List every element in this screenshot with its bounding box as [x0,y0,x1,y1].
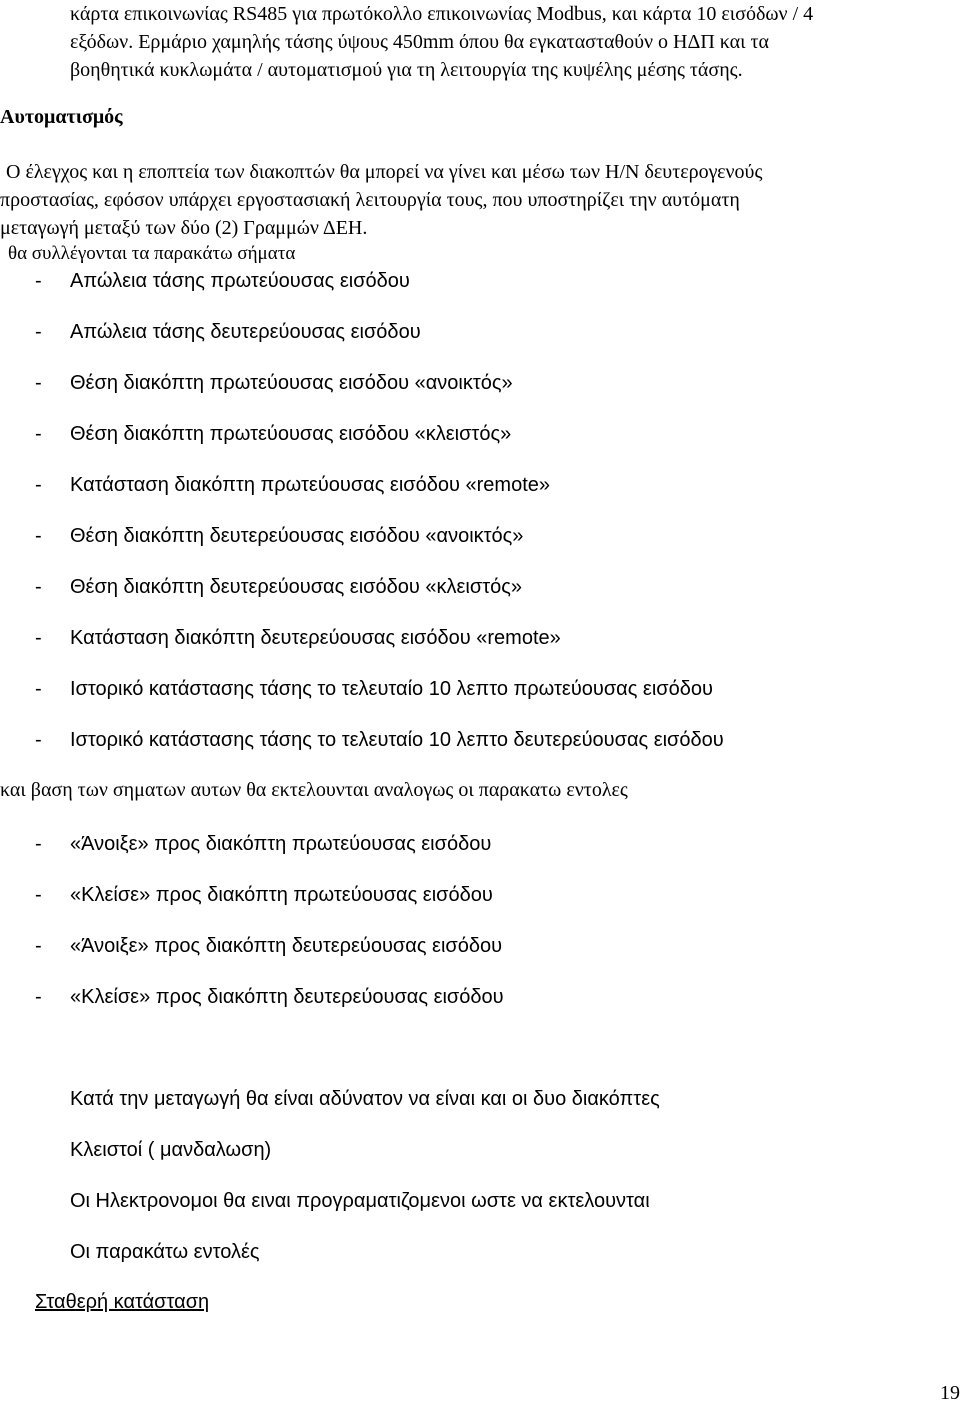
signal-text: Ιστορικό κατάστασης τάσης το τελευταίο 10 λεπτο πρωτεύουσας εισόδου [70,678,713,700]
signal-text: Απώλεια τάσης δευτερεύουσας εισόδου [70,321,421,343]
note-line: Κλειστοί ( μανδαλωση) [70,1139,272,1161]
command-text: «Κλείσε» προς διακόπτη πρωτεύουσας εισόδου [70,884,493,906]
intro-line: κάρτα επικοινωνίας RS485 για πρωτόκολλο επικοινωνίας Modbus, και κάρτα 10 εισόδων / 4 [70,3,814,25]
list-item [35,729,724,752]
list-item [35,935,502,958]
signal-text: Απώλεια τάσης πρωτεύουσας εισόδου [70,270,410,292]
paragraph-line: Ο έλεγχος και η εποπτεία των διακοπτών θα μπορεί να γίνει και μέσω των Η/Ν δευτερογενούς [6,161,763,183]
list-item [35,833,491,856]
list-item [35,576,522,599]
bullet-dash: - [35,678,42,700]
bullet-dash: - [35,935,42,957]
paragraph-line: μεταγωγή μεταξύ των δύο (2) Γραμμών ΔΕΗ. [0,217,368,239]
intro-line: εξόδων. Ερμάριο χαμηλής τάσης ύψους 450mm όπου θα εγκατασταθούν ο ΗΔΠ και τα [70,31,770,53]
bullet-dash: - [35,729,42,751]
signal-text: Ιστορικό κατάστασης τάσης το τελευταίο 10 λεπτο δευτερεύουσας εισόδου [70,729,724,751]
intro-line: βοηθητικά κυκλωμάτα / αυτοματισμού για τη λειτουργία της κυψέλης μέσης τάσης. [70,59,743,81]
signal-text: Θέση διακόπτη πρωτεύουσας εισόδου «κλειστός» [70,423,512,445]
bullet-dash: - [35,423,42,445]
command-text: «Άνοιξε» προς διακόπτη δευτερεύουσας εισόδου [70,935,503,957]
bullet-dash: - [35,525,42,547]
signal-text: Κατάσταση διακόπτη πρωτεύουσας εισόδου «remote» [70,474,550,496]
bullet-dash: - [35,884,42,906]
list-item [35,423,511,446]
list-item [35,321,421,344]
bullet-dash: - [35,474,42,496]
note-line: Κατά την μεταγωγή θα είναι αδύνατον να είναι και οι δυο διακόπτες [70,1088,660,1110]
note-line: Οι παρακάτω εντολές [70,1241,260,1263]
list-item [35,884,493,907]
intro-paragraph [70,0,813,84]
section-heading: Αυτοματισμός [0,106,123,128]
bullet-dash: - [35,372,42,394]
paragraph-line: προστασίας, εφόσον υπάρχει εργοστασιακή λειτουργία τους, που υποστηρίζει την αυτόματη [0,189,740,211]
bullet-dash: - [35,321,42,343]
page-number: 19 [940,1382,960,1404]
signal-text: Κατάσταση διακόπτη δευτερεύουσας εισόδου «remote» [70,627,561,649]
signal-text: Θέση διακόπτη δευτερεύουσας εισόδου «ανοικτός» [70,525,524,547]
list-item [35,627,561,650]
list-item [35,474,550,497]
list-item [35,678,713,701]
automation-paragraph [0,158,762,242]
list-item [35,525,523,548]
bullet-dash: - [35,833,42,855]
bullet-dash: - [35,986,42,1008]
list-item [35,270,410,293]
signals-intro: θα συλλέγονται τα παρακάτω σήματα [8,243,296,264]
command-text: «Άνοιξε» προς διακόπτη πρωτεύουσας εισόδου [70,833,492,855]
fixed-state-heading: Σταθερή κατάσταση [35,1291,210,1313]
signal-text: Θέση διακόπτη πρωτεύουσας εισόδου «ανοικτός» [70,372,513,394]
bullet-dash: - [35,627,42,649]
list-item [35,372,513,395]
signal-text: Θέση διακόπτη δευτερεύουσας εισόδου «κλειστός» [70,576,522,598]
command-text: «Κλείσε» προς διακόπτη δευτερεύουσας εισόδου [70,986,504,1008]
list-item [35,986,504,1009]
note-line: Οι Ηλεκτρονομοι θα ειναι προγραματιζομενοι ωστε να εκτελουνται [70,1190,650,1212]
commands-intro: και βαση των σηματων αυτων θα εκτελουνται αναλογως οι παρακατω εντολες [0,779,628,801]
bullet-dash: - [35,576,42,598]
bullet-dash: - [35,270,42,292]
